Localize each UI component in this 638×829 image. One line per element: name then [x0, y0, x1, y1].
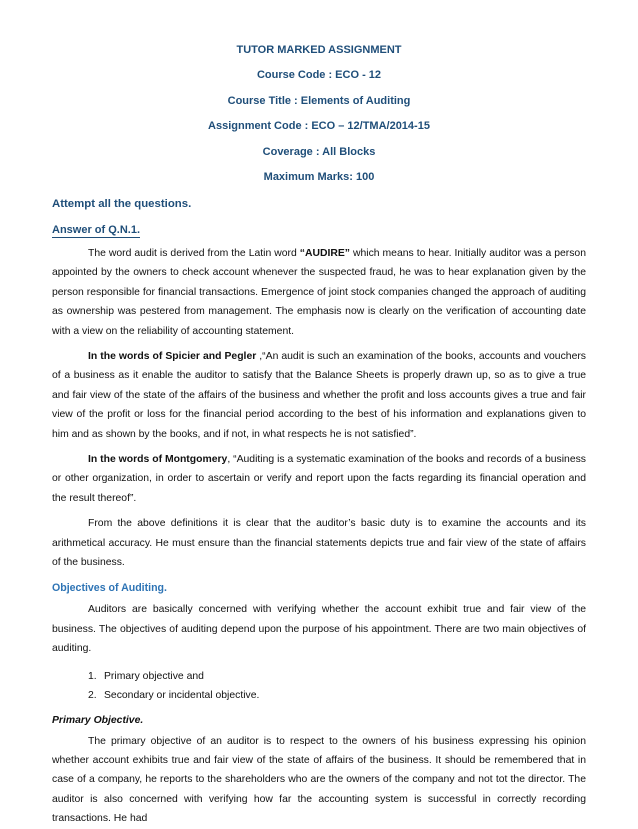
objectives-heading: Objectives of Auditing.	[52, 582, 167, 595]
para3-bold: In the words of Montgomery	[88, 454, 228, 466]
objectives-list	[52, 667, 586, 705]
primary-objective-heading: Primary Objective.	[52, 714, 144, 726]
list-item	[88, 667, 586, 686]
course-title: Course Title : Elements of Auditing	[227, 94, 411, 107]
para3-post: , “Auditing is a systematic examination of the books and records of a business or other organization, in order to ascertain or verify and report upon the facts regarding its financial operation and the result thereof”.	[52, 454, 586, 504]
paragraph-audit-origin	[52, 244, 586, 341]
para2-bold: In the words of Spicier and Pegler	[88, 350, 257, 362]
assignment-header	[52, 0, 586, 183]
list-item-number: 1.	[88, 670, 97, 682]
course-code: Course Code : ECO - 12	[256, 69, 382, 82]
para2-post: ,“An audit is such an examination of the books, accounts and vouchers of a business as it enable the auditor to satisfy that the Balance Sheets is properly drawn up, so as to give a true and fair view of the state of the affairs of the business and whether the profit and loss accounts gives a true and fair view of the profit or loss for the financial period according to the best of his information and explanations given to him and as shown by the books, and if not, in what respects he is not satisfied”.	[52, 350, 586, 440]
list-item-number: 2.	[88, 689, 97, 701]
paragraph-spicier-pegler	[52, 347, 586, 444]
paragraph-definitions-summary: From the above definitions it is clear that the auditor’s basic duty is to examine the accounts and its arithmetical accuracy. He must ensure than the financial statements depicts true and fair view of the state of affairs of the business.	[52, 518, 586, 569]
para1-post: which means to hear. Initially auditor was a person appointed by the owners to check account whenever the suspected fraud, he was to hear explanation given by the person responsible for financial transactions. Emergence of joint stock companies changed the approach of auditing as ownership was pestered from management. The emphasis now is clearly on the verification of accounting date with a view on the reliability of accounting statement.	[52, 247, 586, 337]
answer-heading: Answer of Q.N.1.	[52, 223, 141, 236]
paragraph-montgomery	[52, 450, 586, 508]
list-item-text: Secondary or incidental objective.	[104, 689, 260, 701]
list-item-text: Primary objective and	[104, 670, 204, 682]
assignment-code: Assignment Code : ECO – 12/TMA/2014-15	[208, 120, 430, 133]
para1-bold: “AUDIRE”	[299, 247, 350, 259]
paragraph-primary-objective: The primary objective of an auditor is to respect to the owners of his business expressing his opinion whether account exhibits true and fair view of the state of affairs of the business. It should be remembered that in case of a company, he reports to the shareholders who are the owners of the company and not tot the director. The auditor is also concerned with verifying how far the accounting system is successful in correctly recording transactions. He had	[52, 735, 586, 825]
instruction-text: Attempt all the questions.	[52, 197, 192, 210]
coverage: Coverage : All Blocks	[262, 145, 376, 158]
para1-pre: The word audit is derived from the Latin word	[88, 247, 300, 259]
paragraph-objectives: Auditors are basically concerned with verifying whether the account exhibit true and fair view of the business. The objectives of auditing depend upon the purpose of his appointment. There are two main objectives of auditing.	[52, 604, 586, 655]
list-item	[88, 686, 586, 705]
maximum-marks: Maximum Marks: 100	[263, 170, 375, 183]
header-title: TUTOR MARKED ASSIGNMENT	[236, 44, 402, 56]
